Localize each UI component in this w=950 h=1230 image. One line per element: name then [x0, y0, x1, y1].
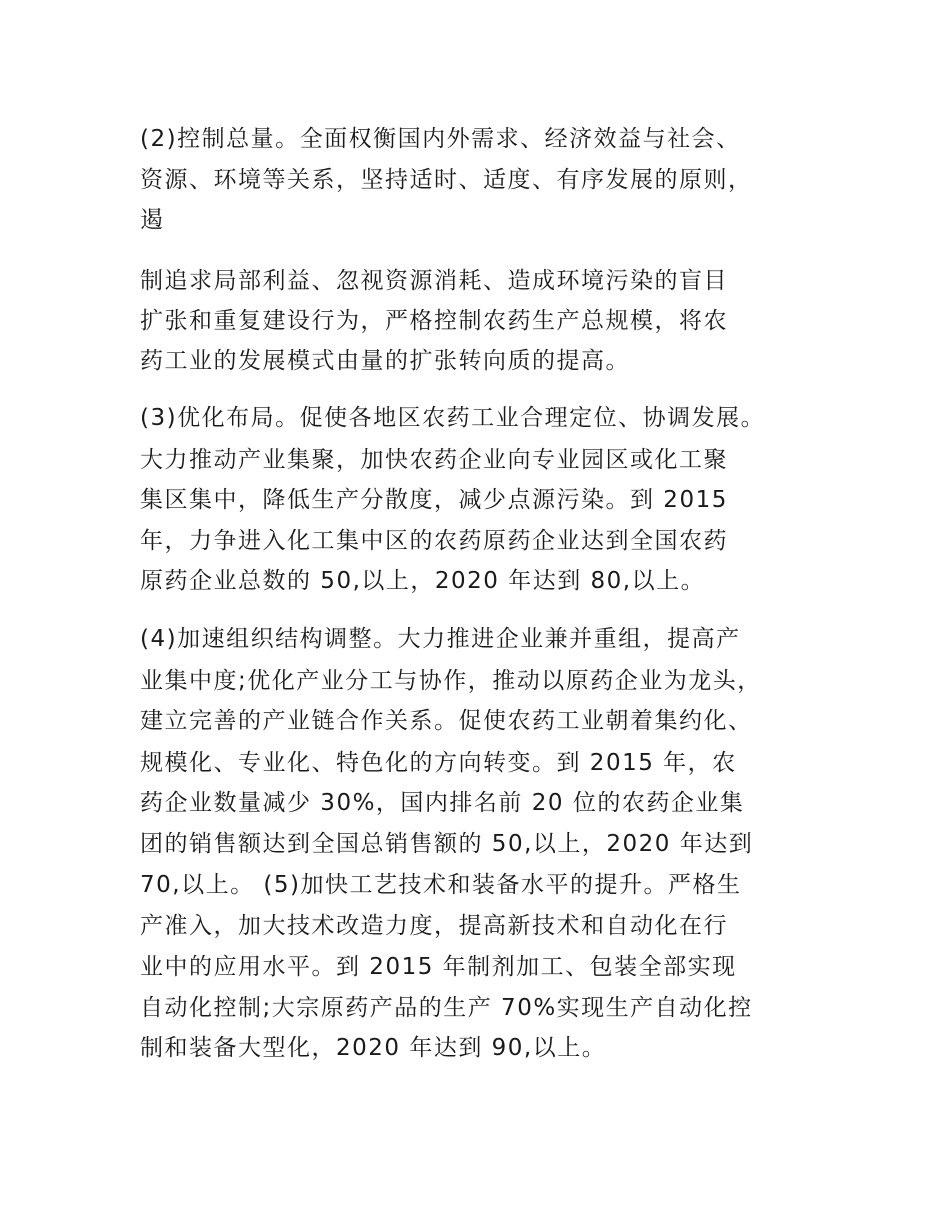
paragraph-3-line-5: 原药企业总数的 50,以上，2020 年达到 80,以上。 — [140, 568, 706, 594]
paragraph-2-line-5: 扩张和重复建设行为，严格控制农药生产总规模，将农 — [140, 308, 728, 334]
paragraph-4-line-6: 团的销售额达到全国总销售额的 50,以上，2020 年达到 — [140, 831, 754, 857]
paragraph-4-line-7: 70,以上。 (5)加快工艺技术和装备水平的提升。严格生 — [140, 872, 742, 898]
paragraph-2-line-2: 资源、环境等关系，坚持适时、适度、有序发展的原则， — [140, 167, 753, 193]
paragraph-2-line-3: 遏 — [140, 207, 165, 233]
paragraph-4-line-2: 业集中度;优化产业分工与协作，推动以原药企业为龙头， — [140, 668, 762, 694]
paragraph-5-line-3: 自动化控制;大宗原药产品的生产 70%实现生产自动化控 — [140, 995, 753, 1021]
paragraph-3-line-3: 集区集中，降低生产分散度，减少点源污染。到 2015 — [140, 487, 728, 513]
paragraph-2-line-4: 制追求局部利益、忽视资源消耗、造成环境污染的盲目 — [140, 268, 728, 294]
paragraph-3-line-1: (3)优化布局。促使各地区农药工业合理定位、协调发展。 — [140, 405, 766, 431]
paragraph-4-line-3: 建立完善的产业链合作关系。促使农药工业朝着集约化、 — [140, 708, 753, 734]
paragraph-2-line-1: (2)控制总量。全面权衡国内外需求、经济效益与社会、 — [140, 126, 741, 152]
paragraph-5-line-1: 产准入，加大技术改造力度，提高新技术和自动化在行 — [140, 913, 728, 939]
paragraph-5-line-2: 业中的应用水平。到 2015 年制剂加工、包装全部实现 — [140, 954, 737, 980]
paragraph-3-line-4: 年，力争进入化工集中区的农药原药企业达到全国农药 — [140, 528, 728, 554]
paragraph-2-line-6: 药工业的发展模式由量的扩张转向质的提高。 — [140, 348, 630, 374]
paragraph-5-line-4: 制和装备大型化，2020 年达到 90,以上。 — [140, 1035, 607, 1061]
paragraph-4-line-1: (4)加速组织结构调整。大力推进企业兼并重组，提高产 — [140, 626, 741, 652]
paragraph-4-line-5: 药企业数量减少 30%，国内排名前 20 位的农药企业集 — [140, 790, 745, 816]
paragraph-4-line-4: 规模化、专业化、特色化的方向转变。到 2015 年，农 — [140, 750, 737, 776]
paragraph-3-line-2: 大力推动产业集聚，加快农药企业向专业园区或化工聚 — [140, 447, 728, 473]
